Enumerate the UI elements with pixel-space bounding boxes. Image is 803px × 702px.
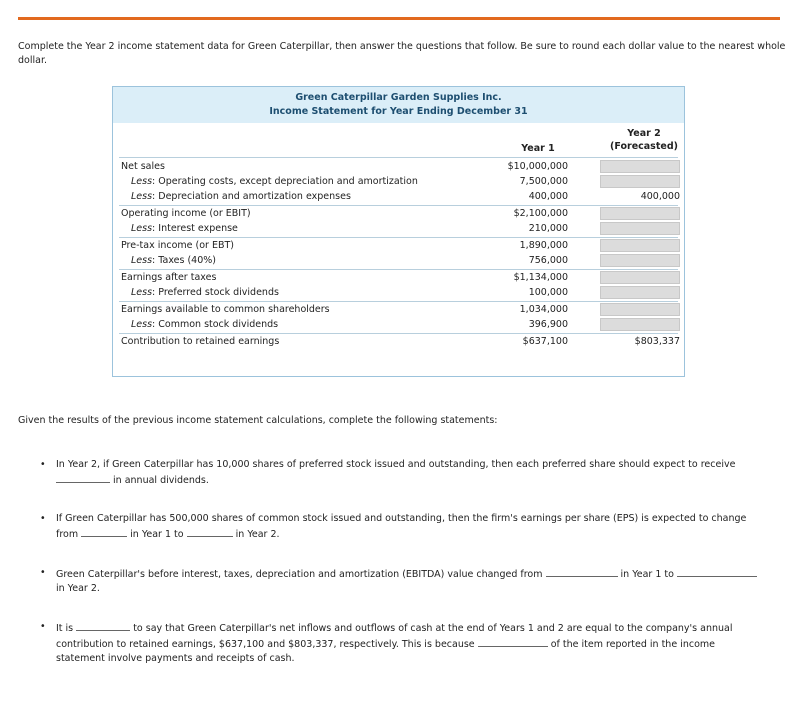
question-ebitda (18, 566, 758, 596)
year2-header (609, 127, 679, 153)
question-text: in Year 2. (56, 583, 100, 594)
row-label-text: : Operating costs, except depreciation and amortization (152, 176, 418, 187)
year2-value-depreciation: 400,000 (640, 191, 680, 202)
year2-input-net-sales[interactable] (600, 160, 680, 173)
row-operating-income (113, 206, 684, 221)
row-earnings-after-taxes (113, 270, 684, 285)
row-preferred-dividends (113, 285, 684, 300)
row-label-text: : Depreciation and amortization expenses (152, 191, 351, 202)
answer-dropdown-eps-year2[interactable] (187, 526, 233, 537)
question-text: to say that Green Caterpillar's net inflows and outflows of cash at the end of Years 1 and 2 are equal to the company's annual contribution to retained earnings, $637,100 and $803,337, respectively. This is because (56, 623, 733, 650)
row-label (131, 317, 278, 332)
row-retained-earnings (113, 334, 684, 349)
question-preferred-dividend (18, 458, 758, 488)
row-label (131, 189, 351, 204)
answer-dropdown-preferred-dividend[interactable] (56, 472, 110, 483)
row-operating-costs (113, 174, 684, 189)
year2-input-common-dividends[interactable] (600, 318, 680, 331)
row-label: Operating income (or EBIT) (121, 208, 251, 219)
row-label-text: : Preferred stock dividends (152, 287, 279, 298)
row-label: Pre-tax income (or EBT) (121, 240, 235, 251)
year2-input-earnings-after-taxes[interactable] (600, 271, 680, 284)
year2-input-preferred-dividends[interactable] (600, 286, 680, 299)
less-prefix: Less (131, 287, 153, 298)
year1-value: 400,000 (528, 191, 568, 202)
year1-value: 756,000 (528, 255, 568, 266)
answer-dropdown-ebitda-year2[interactable] (677, 566, 757, 577)
answer-dropdown-accuracy[interactable] (76, 620, 130, 631)
question-text: of the item reported in the income statement involve payments and receipts of cash. (56, 639, 715, 664)
year2-header-line1: Year 2 (627, 128, 661, 139)
row-label (131, 221, 238, 236)
row-depreciation (113, 189, 684, 204)
statement-title: Income Statement for Year Ending December 31 (269, 106, 528, 117)
year1-value: 100,000 (528, 287, 568, 298)
question-text: in annual dividends. (113, 475, 209, 486)
header-divider (119, 157, 678, 158)
row-taxes (113, 253, 684, 268)
year1-value: 1,890,000 (519, 240, 568, 251)
question-text: Green Caterpillar's before interest, taxes, depreciation and amortization (EBITDA) value changed from (56, 569, 543, 580)
row-label-text: : Taxes (40%) (152, 255, 216, 266)
year1-value: 396,900 (528, 319, 568, 330)
answer-dropdown-ebitda-year1[interactable] (546, 566, 618, 577)
row-label (131, 285, 279, 300)
question-text: in Year 2. (235, 529, 280, 540)
income-statement-table (112, 86, 685, 377)
question-text: In Year 2, if Green Caterpillar has 10,000 shares of preferred stock issued and outstanding, then each preferred share should expect to receive (56, 459, 736, 470)
year1-value: $637,100 (522, 336, 568, 347)
year1-value: 1,034,000 (519, 304, 568, 315)
row-label (131, 174, 418, 189)
year1-value: $1,134,000 (513, 272, 568, 283)
less-prefix: Less (131, 319, 153, 330)
less-prefix: Less (131, 223, 153, 234)
question-eps (18, 512, 758, 542)
question-cash-flows (18, 620, 758, 666)
row-label: Contribution to retained earnings (121, 336, 280, 347)
row-common-dividends (113, 317, 684, 332)
statement-header (113, 87, 684, 123)
row-label: Earnings available to common shareholders (121, 304, 330, 315)
row-label-text: : Interest expense (152, 223, 238, 234)
year2-header-line2: (Forecasted) (610, 141, 678, 152)
question-list (18, 458, 758, 690)
answer-dropdown-reason[interactable] (478, 636, 548, 647)
row-interest-expense (113, 221, 684, 236)
year1-value: $2,100,000 (513, 208, 568, 219)
year1-value: 210,000 (528, 223, 568, 234)
top-accent-bar (18, 17, 780, 20)
year2-input-pretax-income[interactable] (600, 239, 680, 252)
row-earnings-available (113, 302, 684, 317)
question-text: in Year 1 to (620, 569, 674, 580)
row-label: Net sales (121, 161, 165, 172)
question-text: It is (56, 623, 74, 634)
less-prefix: Less (131, 176, 153, 187)
row-label (131, 253, 216, 268)
year1-value: 7,500,000 (519, 176, 568, 187)
year2-input-operating-costs[interactable] (600, 175, 680, 188)
row-label-text: : Common stock dividends (152, 319, 279, 330)
year2-value-retained-earnings: $803,337 (634, 336, 680, 347)
row-net-sales (113, 159, 684, 174)
row-pretax-income (113, 238, 684, 253)
year1-header: Year 1 (521, 143, 555, 154)
year2-input-taxes[interactable] (600, 254, 680, 267)
less-prefix: Less (131, 191, 153, 202)
company-name: Green Caterpillar Garden Supplies Inc. (295, 92, 502, 103)
answer-dropdown-eps-year1[interactable] (81, 526, 127, 537)
given-instructions: Given the results of the previous income statement calculations, complete the following statements: (18, 415, 498, 426)
year2-input-operating-income[interactable] (600, 207, 680, 220)
year1-value: $10,000,000 (507, 161, 568, 172)
year2-input-interest-expense[interactable] (600, 222, 680, 235)
less-prefix: Less (131, 255, 153, 266)
question-text: If Green Caterpillar has 500,000 shares of common stock issued and outstanding, then the firm's earnings per share (EPS) is expected to change from (56, 513, 747, 540)
row-label: Earnings after taxes (121, 272, 217, 283)
question-text: in Year 1 to (130, 529, 184, 540)
instructions-text: Complete the Year 2 income statement data for Green Caterpillar, then answer the questions that follow. Be sure to round each dollar value to the nearest whole dollar. (18, 41, 786, 66)
year2-input-earnings-available[interactable] (600, 303, 680, 316)
